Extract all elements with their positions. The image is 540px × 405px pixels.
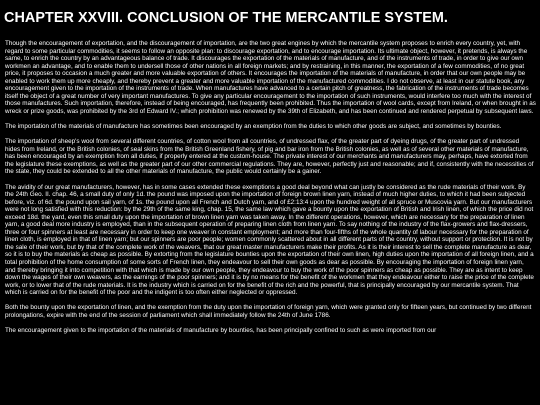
chapter-body: [5, 40, 536, 342]
paragraph: The importation of the materials of manufacture has sometimes been encouraged by an exemption from the duties to which other goods are subject, and sometimes by bounties.: [5, 123, 502, 131]
paragraph: The importation of sheep's wool from several different countries, of cotton wool from all countries, of undressed flax, of the greater part of dyeing drugs, of the greater part of undressed hides from Ireland, or the British colonies, of seal skins from the British Greenland fishery, of pig and bar iron from the British colonies, as well as of several other materials of manufacture, has been encouraged by an exemption from all duties, if properly entered at the custom-house. The private interest of our merchants and manufacturers may, perhaps, have extorted from the legislature these exemptions, as well as the greater part of our other commercial regulations. They are, however, perfectly just and reasonable; and if, consistently with the necessities of the state, they could be extended to all the other materials of manufacture, the public would certainly be a gainer.: [5, 138, 534, 176]
paragraph: Though the encouragement of exportation, and the discouragement of importation, are the two great engines by which the mercantile system proposes to enrich every country, yet, with regard to some particular commodities, it seems to follow an opposite plan: to discourage exportation, and to encourage importation. Its ultimate object, however, it pretends, is always the same, to enrich the country by an advantageous balance of trade. It discourages the exportation of the materials of manufacture, and of the instruments of trade, in order to give our own workmen an advantage, and to enable them to undersell those of other nations in all foreign markets; and by restraining, in this manner, the exportation of a few commodities, of no great price, it proposes to occasion a much greater and more valuable exportation of others. It encourages the importation of the materials of manufacture, in order that our own people may be enabled to work them up more cheaply, and thereby prevent a greater and more valuable importation of the manufactured commodities. I do not observe, at least in our statute book, any encouragement given to the importation of the instruments of trade. When manufactures have advanced to a certain pitch of greatness, the fabrication of the instruments of trade becomes itself the object of a great number of very important manufactures. To give any particular encouragement to the importation of such instruments, would interfere too much with the interest of those manufactures. Such importation, therefore, instead of being encouraged, has frequently been prohibited. Thus the importation of wool cards, except from Ireland, or when brought in as wreck or prize goods, was prohibited by the 3rd of Edward IV.; which prohibition was renewed by the 39th of Elizabeth, and has been continued and rendered perpetual by subsequent laws.: [5, 40, 536, 115]
paragraph: Both the bounty upon the exportation of linen, and the exemption from the duty upon the importation of foreign yarn, which were granted only for fifteen years, but continued by two different prolongations, expire with the end of the session of parliament which shall immediately follow the 24th of June 1786.: [5, 304, 532, 319]
paragraph: The avidity of our great manufacturers, however, has in some cases extended these exemptions a good deal beyond what can justly be considered as the rude materials of their work. By the 24th Geo. II. chap. 46, a small duty of only 1d. the pound was imposed upon the importation of foreign brown linen yarn, instead of much higher duties, to which it had been subjected before, viz. of 6d. the pound upon sail yarn, of 1s. the pound upon all French and Dutch yarn, and of £2:13:4 upon the hundred weight of all spruce or Muscovia yarn. But our manufacturers were not long satisfied with this reduction: by the 29th of the same king, chap. 15, the same law which gave a bounty upon the exportation of British and Irish linen, of which the price did not exceed 18d. the yard, even this small duty upon the importation of brown linen yarn was taken away. In the different operations, however, which are necessary for the preparation of linen yarn, a good deal more industry is employed, than in the subsequent operation of preparing linen cloth from linen yarn. To say nothing of the industry of the flax-growers and flax-dressers, three or four spinners at least are necessary in order to keep one weaver in constant employment; and more than four-fifths of the whole quantity of labour necessary for the preparation of linen cloth, is employed in that of linen yarn; but our spinners are poor people; women commonly scattered about in all different parts of the country, without support or protection. It is not by the sale of their work, but by that of the complete work of the weavers, that our great master manufacturers make their profits. As it is their interest to sell the complete manufacture as dear, so it is to buy the materials as cheap as possible. By extorting from the legislature bounties upon the exportation of their own linen, high duties upon the importation of all foreign linen, and a total prohibition of the home consumption of some sorts of French linen, they endeavour to sell their own goods as dear as possible. By encouraging the importation of foreign linen yarn, and thereby bringing it into competition with that which is made by our own people, they endeavour to buy the work of the poor spinners as cheap as possible. They are as intent to keep down the wages of their own weavers, as the earnings of the poor spinners; and it is by no means for the benefit of the workmen that they endeavour either to raise the price of the complete work, or to lower that of the rude materials. It is the industry which is carried on for the benefit of the rich and the powerful, that is principally encouraged by our mercantile system. That which is carried on for the benefit of the poor and the indigent is too often either neglected or oppressed.: [5, 183, 534, 297]
paragraph: The encouragement given to the importation of the materials of manufacture by bounties, has been principally confined to such as were imported from our: [5, 327, 437, 335]
chapter-title: CHAPTER XXVIII. CONCLUSION OF THE MERCANTILE SYSTEM.: [4, 10, 448, 26]
